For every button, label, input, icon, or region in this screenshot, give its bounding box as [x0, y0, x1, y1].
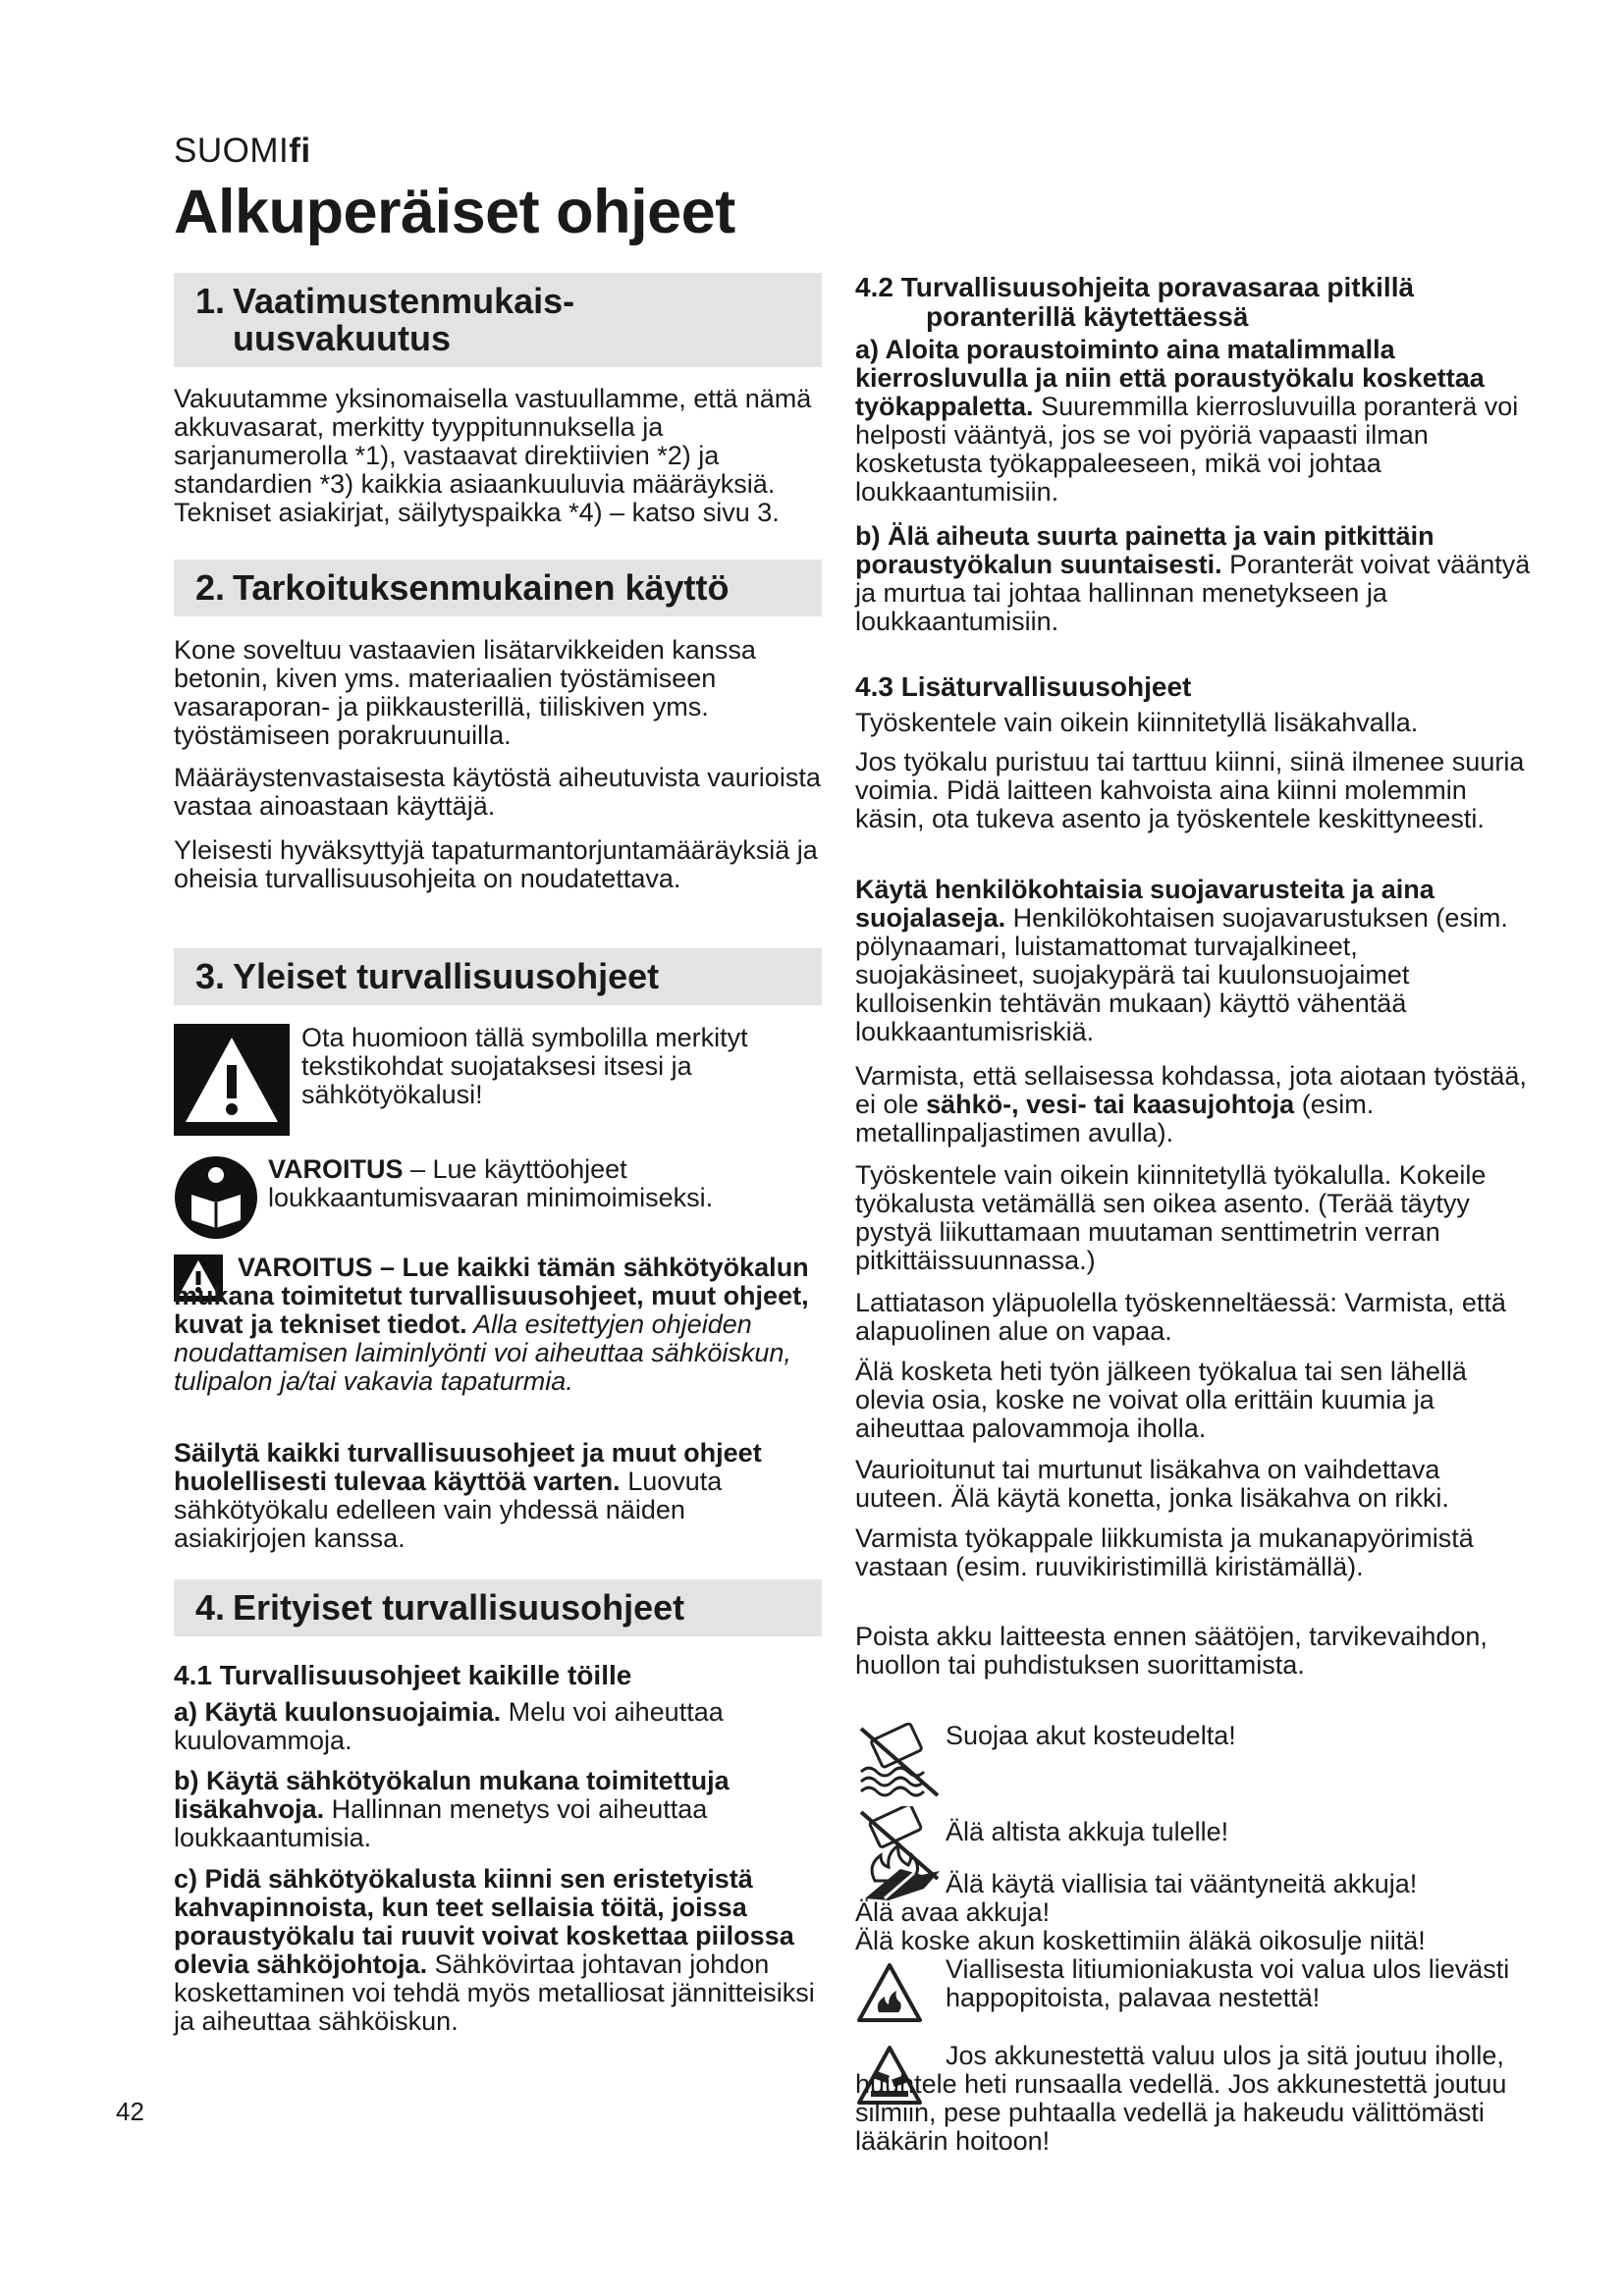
rule-4-3-p4: Varmista, että sellaisessa kohdassa, jota aiotaan työstää, ei ole sähkö-, vesi- tai kaasujohtoja (esim. metallinpaljastimen avulla). — [855, 1061, 1527, 1148]
rule-4-3-p7: Älä kosketa heti työn jälkeen työkalua tai sen lähellä olevia osia, koske ne voivat olla erittäin kuumia ja aiheuttaa palovammoja iholla. — [855, 1357, 1467, 1443]
no-moisture-icon — [855, 1723, 944, 1801]
keep-instructions-text: Säilytä kaikki turvallisuusohjeet ja muut ohjeet huolellisesti tulevaa käyttöä varten. Luovuta sähkötyökalu edelleen vain yhdessä näiden asiakirjojen kanssa. — [174, 1438, 762, 1553]
warning-symbol-box — [174, 1024, 290, 1136]
rule-4-1-c: c) Pidä sähkötyökalusta kiinni sen eristetyistä kahvapinnoista, kun teet sellaisia töitä, joissa poraustyökalu tai ruuvit voivat koskettaa piilossa olevia sähköjohtoja. Sähkövirtaa johtavan johdon koskettaminen voi tehdä myös metalliosat jännitteisiksi ja aiheuttaa sähköiskun. — [174, 1864, 815, 2036]
section-2-text-3: Yleisesti hyväksyttyjä tapaturmantorjuntamääräyksiä ja oheisia turvallisuusohjeita on noudatettava. — [174, 835, 818, 893]
rule-4-3-p5: Työskentele vain oikein kiinnitetyllä työkalulla. Kokeile työkalusta vetämällä sen oikea asento. (Terää täytyy pystyä liikuttamaan muutaman senttimetrin verran pitkittäissuunnassa.) — [855, 1160, 1487, 1275]
rule-4-2-a: a) Aloita poraustoiminto aina matalimmalla kierrosluvulla ja niin että poraustyökalu koskettaa työkappaletta. Suuremmilla kierrosluvuilla poranterä voi helposti vääntyä, jos se voi pyöriä vapaasti ilman kosketusta työkappaleeseen, mikä voi johtaa loukkaantumisiin. — [855, 335, 1519, 507]
flammable-warning-icon — [855, 1961, 924, 2024]
section-2-text-2: Määräystenvastaisesta käytöstä aiheutuvista vaurioista vastaa ainoastaan käyttäjä. — [174, 763, 821, 821]
subsection-4-3-heading: 4.3 Lisäturvallisuusohjeet — [855, 671, 1192, 702]
do-not-touch-contacts-text: Älä koske akun koskettimiin äläkä oikosulje niitä! — [855, 1926, 1426, 1955]
no-fire-text: Älä altista akkuja tulelle! — [946, 1817, 1229, 1846]
rule-4-3-p1: Työskentele vain oikein kiinnitetyllä lisäkahvalla. — [855, 708, 1419, 737]
section-4-heading: 4. Erityiset turvallisuusohjeet — [174, 1579, 822, 1636]
warning-symbol-text: Ota huomioon tällä symbolilla merkityt tekstikohdat suojataksesi itsesi ja sähkötyökalusi! — [301, 1023, 748, 1109]
corrosive-warning-text: Jos akkunestettä valuu ulos ja sitä joutuu iholle, huuhtele heti runsaalla vedellä. Jos akkunestettä joutuu silmiin, pese puhtaalla vedellä ja hakeudu välittömästi lääkärin hoitoon! — [855, 2041, 1507, 2156]
section-1-heading: 1. Vaatimustenmukais- uusvakuutus — [174, 273, 822, 367]
rule-4-3-p6: Lattiatason yläpuolella työskenneltäessä: Varmista, että alapuolinen alue on vapaa. — [855, 1288, 1506, 1346]
subsection-4-2-heading: 4.2 Turvallisuusohjeita poravasaraa pitkillä poranterillä käytettäessä — [855, 272, 1415, 332]
read-manual-icon — [174, 1155, 258, 1240]
rule-4-1-b: b) Käytä sähkötyökalun mukana toimitettuja lisäkahvoja. Hallinnan menetys voi aiheuttaa loukkaantumisia. — [174, 1766, 730, 1852]
section-1-text: Vakuutamme yksinomaisella vastuullamme, että nämä akkuvasarat, merkitty tyyppitunnuksella ja sarjanumerolla *1), vastaavat direktiivien *2) ja standardien *3) kaikkia asiaankuuluvia määräyksiä. Tekniset asiakirjat, säilytyspaikka *4) – katso sivu 3. — [174, 384, 812, 527]
damaged-battery-text: Älä käytä viallisia tai vääntyneitä akkuja! — [946, 1869, 1418, 1898]
rule-4-2-b: b) Älä aiheuta suurta painetta ja vain pitkittäin poraustyökalun suuntaisesti. Poranterät voivat vääntyä ja murtua tai johtaa hallinnan menetykseen ja loukkaantumisiin. — [855, 521, 1531, 636]
rule-4-3-p8: Vaurioitunut tai murtunut lisäkahva on vaihdettava uuteen. Älä käytä konetta, jonka lisäkahva on rikki. — [855, 1455, 1449, 1513]
rule-4-3-p2: Jos työkalu puristuu tai tarttuu kiinni, siinä ilmenee suuria voimia. Pidä laitteen kahvoista aina kiinni molemmin käsin, ota tukeva asento ja työskentele keskittyneesti. — [855, 747, 1525, 833]
no-moisture-text: Suojaa akut kosteudelta! — [946, 1721, 1236, 1750]
warning-read-all-text: VAROITUS – Lue kaikki tämän sähkötyökalun mukana toimitetut turvallisuusohjeet, muut ohjeet, kuvat ja tekniset tiedot. Alla esitettyjen ohjeiden noudattamisen laiminlyönti voi aiheuttaa sähköiskun, tulipalon ja/tai vakavia tapaturmia. — [174, 1253, 809, 1396]
section-2-text-1: Kone soveltuu vastaavien lisätarvikkeiden kanssa betonin, kiven yms. materiaalien työstämiseen vasaraporan- ja piikkausterillä, tiiliskiven yms. työstämiseen porakruunuilla. — [174, 635, 756, 750]
damaged-battery-icon — [855, 1861, 944, 1902]
warning-triangle-icon — [174, 1024, 290, 1136]
subsection-4-1-heading: 4.1 Turvallisuusohjeet kaikille töille — [174, 1660, 632, 1690]
rule-4-3-p9: Varmista työkappale liikkumista ja mukanapyörimistä vastaan (esim. ruuvikiristimillä kiristämällä). — [855, 1523, 1474, 1581]
read-manual-text: VAROITUS – Lue käyttöohjeet loukkaantumisvaaran minimoimiseksi. — [268, 1154, 714, 1212]
flammable-warning-text: Viallisesta litiumioniakusta voi valua ulos lievästi happopitoista, palavaa nestettä! — [946, 1954, 1510, 2012]
section-3-heading: 3. Yleiset turvallisuusohjeet — [174, 948, 822, 1005]
rule-4-1-a: a) Käytä kuulonsuojaimia. Melu voi aiheuttaa kuulovammoja. — [174, 1697, 724, 1755]
section-2-heading: 2. Tarkoituksenmukainen käyttö — [174, 560, 822, 616]
rule-4-3-p10: Poista akku laitteesta ennen säätöjen, tarvikevaihdon, huollon tai puhdistuksen suorittamista. — [855, 1622, 1488, 1680]
page-number: 42 — [116, 2097, 144, 2126]
do-not-open-text: Älä avaa akkuja! — [855, 1897, 1051, 1927]
language-label: SUOMIfi — [174, 132, 311, 170]
page-title: Alkuperäiset ohjeet — [174, 178, 735, 246]
rule-4-3-p3: Käytä henkilökohtaisia suojavarusteita ja aina suojalaseja. Henkilökohtaisen suojavarustuksen (esim. pölynaamari, luistamattomat turvajalkineet, suojakäsineet, suojakypärä tai kuulonsuojaimet kulloisenkin tehtävän mukaan) käyttö vähentää loukkaantumisriskiä. — [855, 875, 1508, 1046]
